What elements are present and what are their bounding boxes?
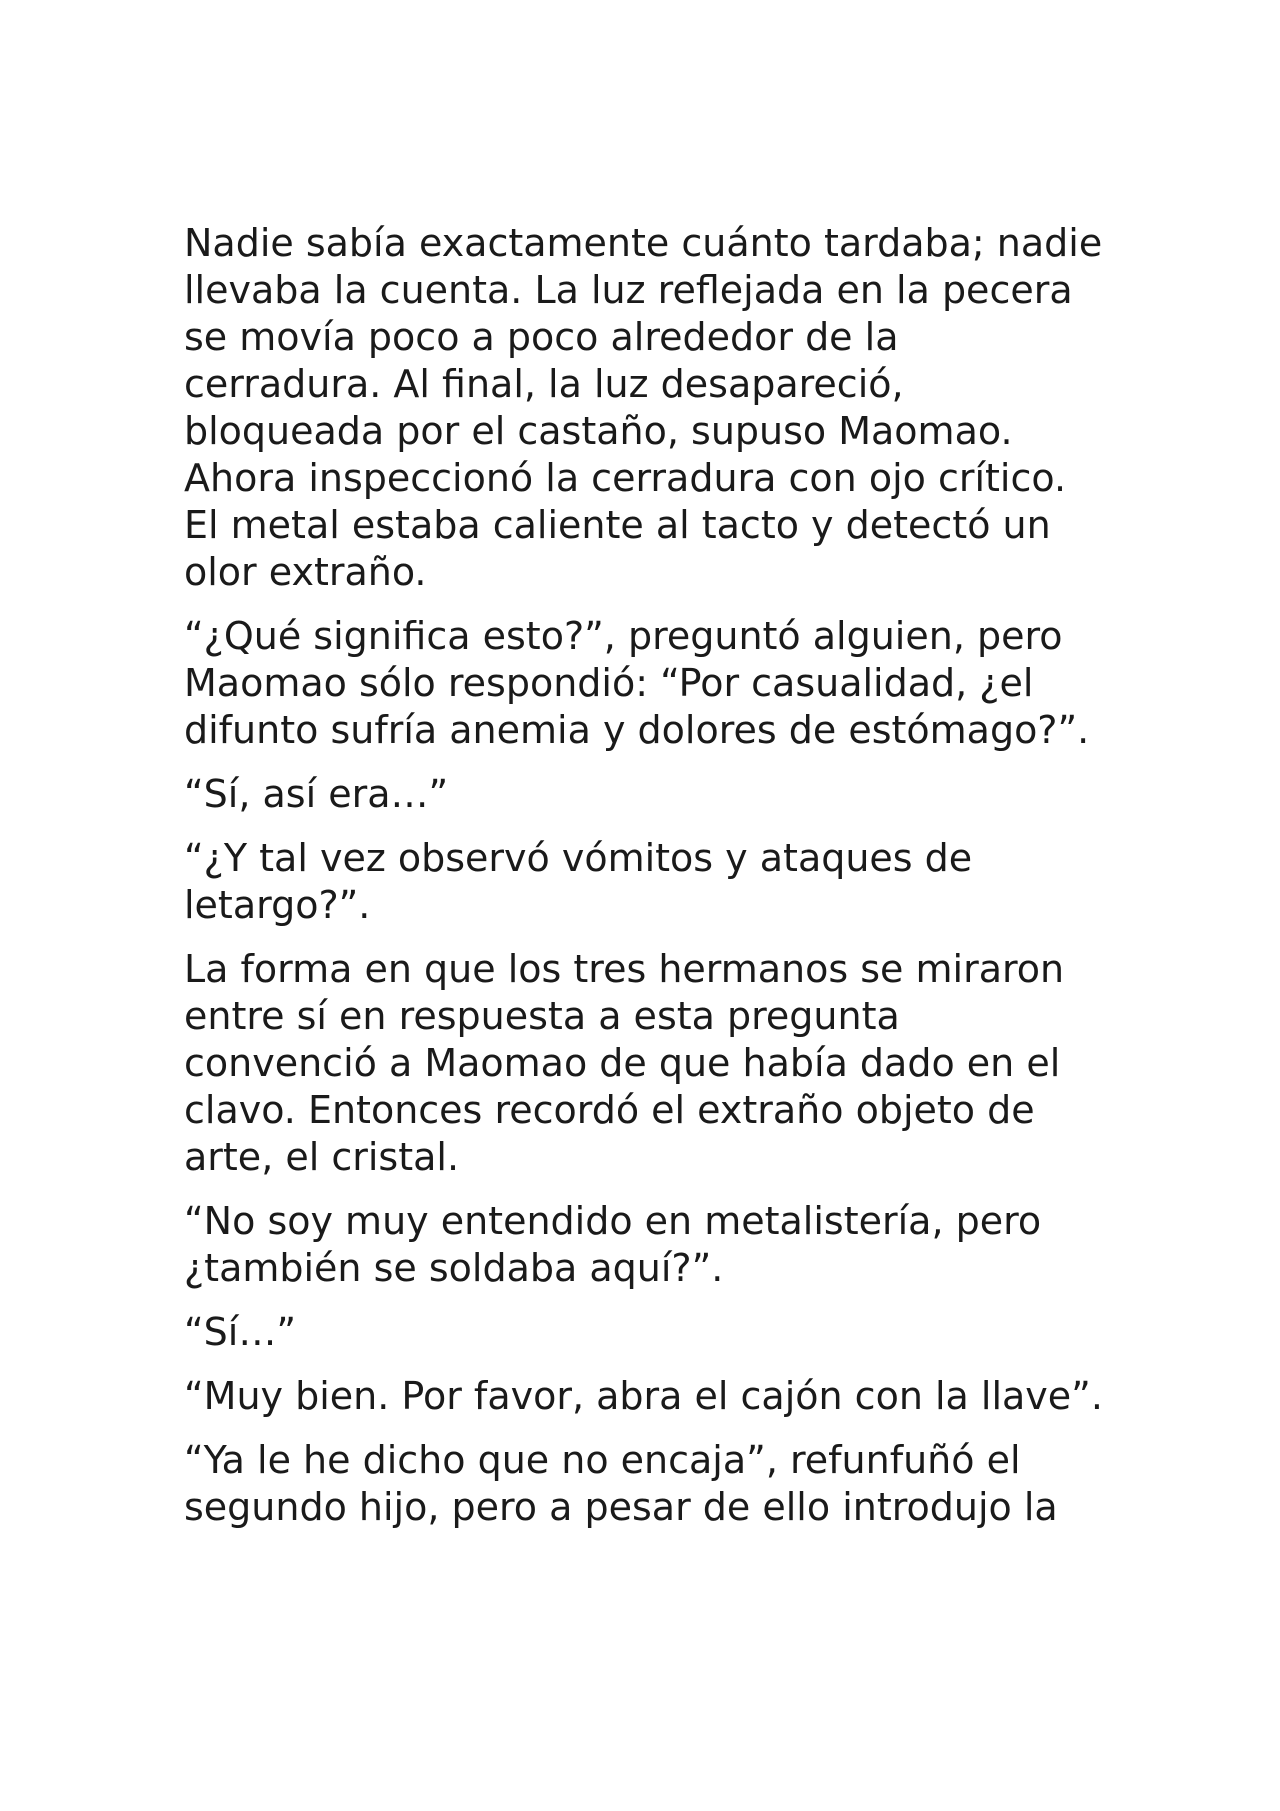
paragraph-7: “Sí…” xyxy=(184,1310,297,1354)
paragraph-1: Nadie sabía exactamente cuánto tardaba; nadie llevaba la cuenta. La luz reflejada en la pecera se movía poco a poco alrededor de la cerradura. Al final, la luz desapareció, bloqueada por el castaño, supuso Maomao. Ahora inspeccionó la cerradura con ojo crítico. El metal estaba caliente al tacto y detectó un olor extraño. xyxy=(184,221,1103,594)
paragraph-2: “¿Qué significa esto?”, preguntó alguien, pero Maomao sólo respondió: “Por casualidad, ¿el difunto sufría anemia y dolores de estómago?”. xyxy=(184,614,1090,752)
paragraph-6: “No soy muy entendido en metalistería, pero ¿también se soldaba aquí?”. xyxy=(184,1199,1042,1290)
page-text xyxy=(184,220,1104,1548)
paragraph-5: La forma en que los tres hermanos se miraron entre sí en respuesta a esta pregunta convenció a Maomao de que había dado en el clavo. Entonces recordó el extraño objeto de arte, el cristal. xyxy=(184,947,1065,1179)
paragraph-3: “Sí, así era…” xyxy=(184,772,449,816)
paragraph-8: “Muy bien. Por favor, abra el cajón con la llave”. xyxy=(184,1374,1103,1418)
paragraph-4: “¿Y tal vez observó vómitos y ataques de letargo?”. xyxy=(184,836,973,927)
paragraph-9: “Ya le he dicho que no encaja”, refunfuñó el segundo hijo, pero a pesar de ello introdujo la xyxy=(184,1438,1058,1529)
